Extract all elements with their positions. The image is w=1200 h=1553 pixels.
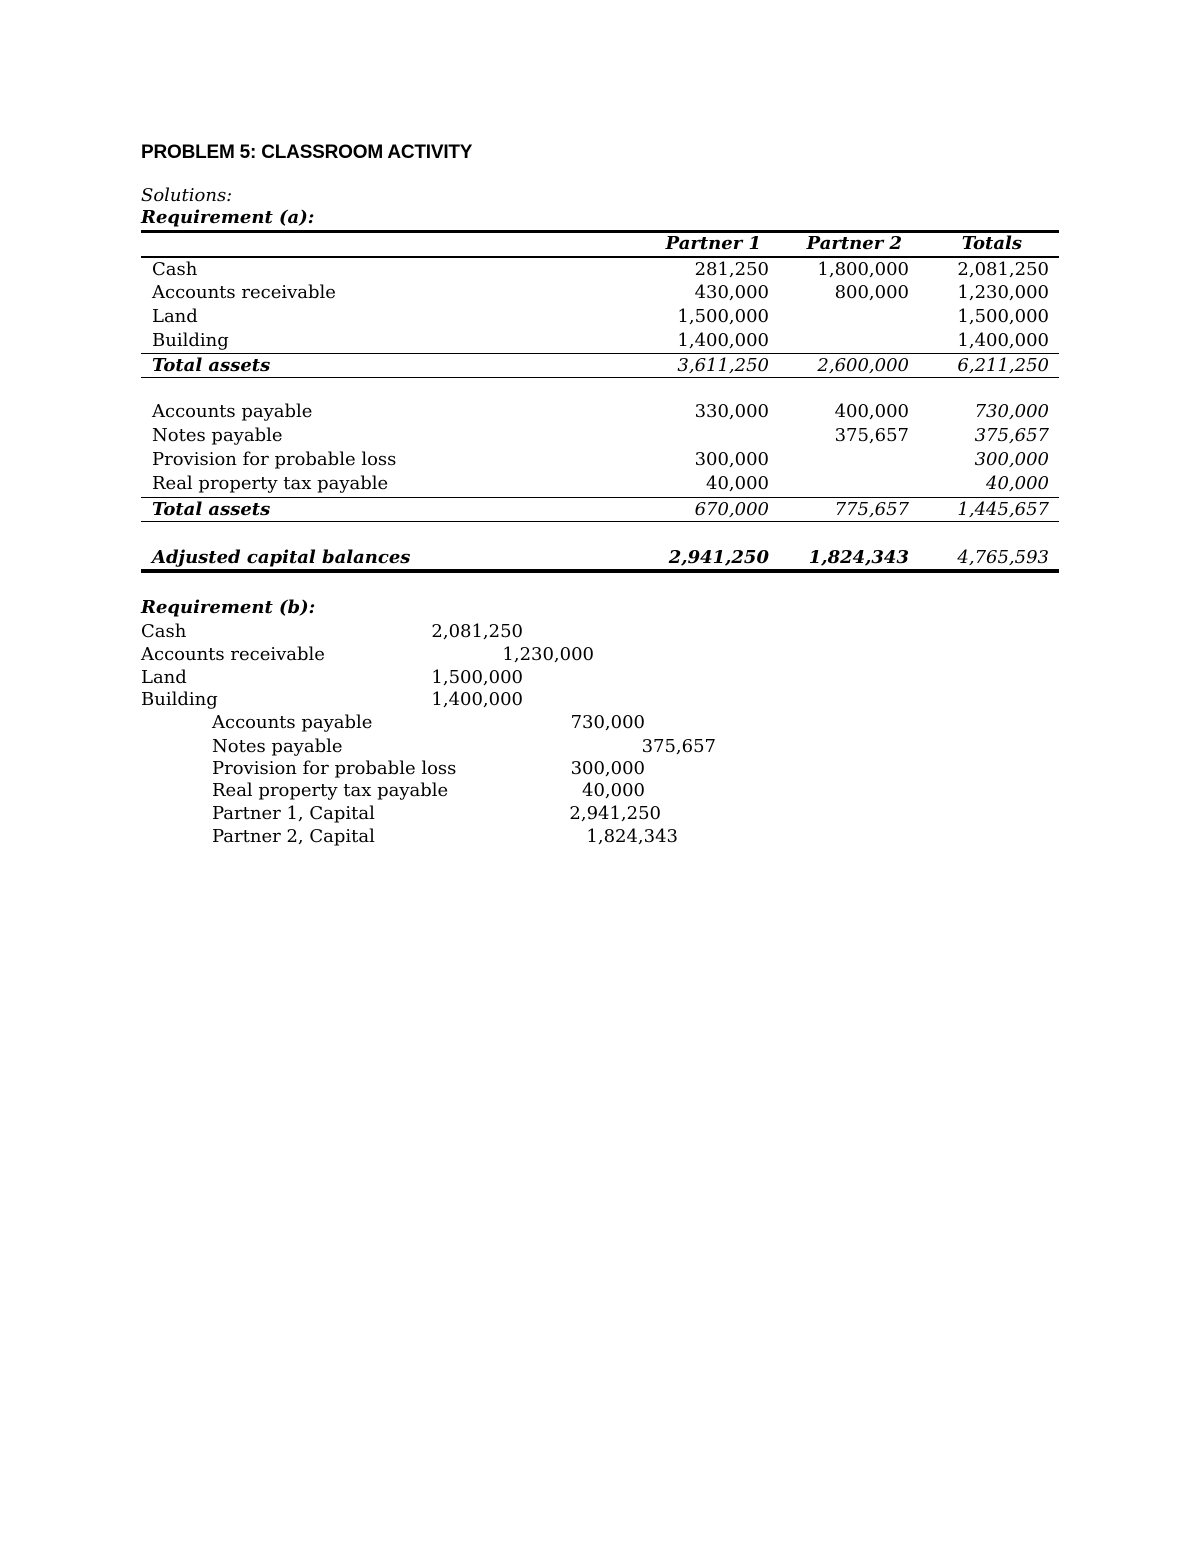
partner-2-value: 1,824,343 <box>808 547 909 568</box>
row-label: Adjusted capital balances <box>152 547 411 568</box>
partner-1-value: 281,250 <box>694 259 769 280</box>
table-row <box>141 329 1059 353</box>
column-header-partner-1: Partner 1 <box>665 233 761 254</box>
partner-2-value: 800,000 <box>834 282 909 303</box>
journal-credit-line <box>212 802 732 825</box>
partner-1-value: 300,000 <box>694 449 769 470</box>
credit-amount: 2,941,250 <box>569 803 661 824</box>
debit-amount: 1,500,000 <box>431 667 523 688</box>
column-header-totals: Totals <box>961 233 1022 254</box>
totals-value: 300,000 <box>974 449 1049 470</box>
journal-credit-line <box>212 735 732 758</box>
totals-value: 730,000 <box>974 401 1049 422</box>
totals-value: 375,657 <box>974 425 1049 446</box>
row-label: Building <box>152 330 229 351</box>
requirement-a-heading: Requirement (a): <box>141 207 315 228</box>
journal-credit-line <box>212 825 732 848</box>
row-label: Provision for probable loss <box>152 449 397 470</box>
row-label: Notes payable <box>152 425 283 446</box>
partner-1-value: 330,000 <box>694 401 769 422</box>
account-name: Building <box>141 689 218 710</box>
partner-2-value: 2,600,000 <box>817 355 909 376</box>
partner-1-value: 1,500,000 <box>677 306 769 327</box>
partner-2-value: 1,800,000 <box>817 259 909 280</box>
partner-1-value: 1,400,000 <box>677 330 769 351</box>
account-name: Cash <box>141 621 187 642</box>
total-assets-row <box>141 354 1059 378</box>
journal-debit-line <box>141 688 641 711</box>
row-label: Accounts receivable <box>152 282 336 303</box>
credit-amount: 375,657 <box>641 736 716 757</box>
column-header-partner-2: Partner 2 <box>806 233 902 254</box>
partner-1-value: 40,000 <box>706 473 769 494</box>
partner-2-value: 400,000 <box>834 401 909 422</box>
row-label: Land <box>152 306 198 327</box>
totals-value: 4,765,593 <box>957 547 1049 568</box>
journal-credit-line <box>212 711 732 734</box>
journal-credit-line <box>212 779 732 802</box>
partner-1-value: 670,000 <box>694 499 769 520</box>
journal-debit-line <box>141 666 641 689</box>
account-name: Accounts receivable <box>141 644 325 665</box>
account-name: Provision for probable loss <box>212 758 457 779</box>
partner-1-value: 2,941,250 <box>668 547 769 568</box>
total-assets-bottom-rule <box>141 377 1059 378</box>
debit-amount: 2,081,250 <box>431 621 523 642</box>
account-name: Partner 1, Capital <box>212 803 375 824</box>
totals-value: 6,211,250 <box>957 355 1049 376</box>
account-name: Accounts payable <box>212 712 373 733</box>
partner-1-value: 430,000 <box>694 282 769 303</box>
row-label: Accounts payable <box>152 401 313 422</box>
account-name: Notes payable <box>212 736 343 757</box>
partner-2-value: 375,657 <box>834 425 909 446</box>
totals-value: 1,230,000 <box>957 282 1049 303</box>
table-row <box>141 305 1059 329</box>
credit-amount: 730,000 <box>570 712 645 733</box>
account-name: Real property tax payable <box>212 780 449 801</box>
row-label: Total assets <box>152 499 271 520</box>
table-row <box>141 472 1059 496</box>
adjusted-capital-row <box>141 546 1059 570</box>
debit-amount: 1,230,000 <box>502 644 594 665</box>
row-label: Total assets <box>152 355 271 376</box>
totals-value: 2,081,250 <box>957 259 1049 280</box>
credit-amount: 40,000 <box>582 780 645 801</box>
row-label: Cash <box>152 259 198 280</box>
table-row <box>141 258 1059 282</box>
credit-amount: 1,824,343 <box>586 826 678 847</box>
totals-value: 1,400,000 <box>957 330 1049 351</box>
solutions-label: Solutions: <box>141 185 233 206</box>
account-name: Land <box>141 667 187 688</box>
table-row <box>141 448 1059 472</box>
totals-value: 1,445,657 <box>957 499 1049 520</box>
debit-amount: 1,400,000 <box>431 689 523 710</box>
partner-1-value: 3,611,250 <box>677 355 769 376</box>
page-title: PROBLEM 5: CLASSROOM ACTIVITY <box>141 142 473 163</box>
partner-2-value: 775,657 <box>834 499 909 520</box>
totals-value: 1,500,000 <box>957 306 1049 327</box>
total-liabilities-row <box>141 498 1059 522</box>
table-row <box>141 281 1059 305</box>
table-row <box>141 400 1059 424</box>
total-liabilities-bottom-rule <box>141 521 1059 522</box>
journal-credit-line <box>212 757 732 780</box>
journal-debit-line <box>141 620 641 643</box>
totals-value: 40,000 <box>986 473 1049 494</box>
journal-debit-line <box>141 643 641 666</box>
table-bottom-rule <box>141 569 1059 573</box>
table-row <box>141 424 1059 448</box>
account-name: Partner 2, Capital <box>212 826 375 847</box>
row-label: Real property tax payable <box>152 473 389 494</box>
requirement-b-heading: Requirement (b): <box>141 597 316 618</box>
credit-amount: 300,000 <box>570 758 645 779</box>
table-header-row <box>141 232 1059 256</box>
